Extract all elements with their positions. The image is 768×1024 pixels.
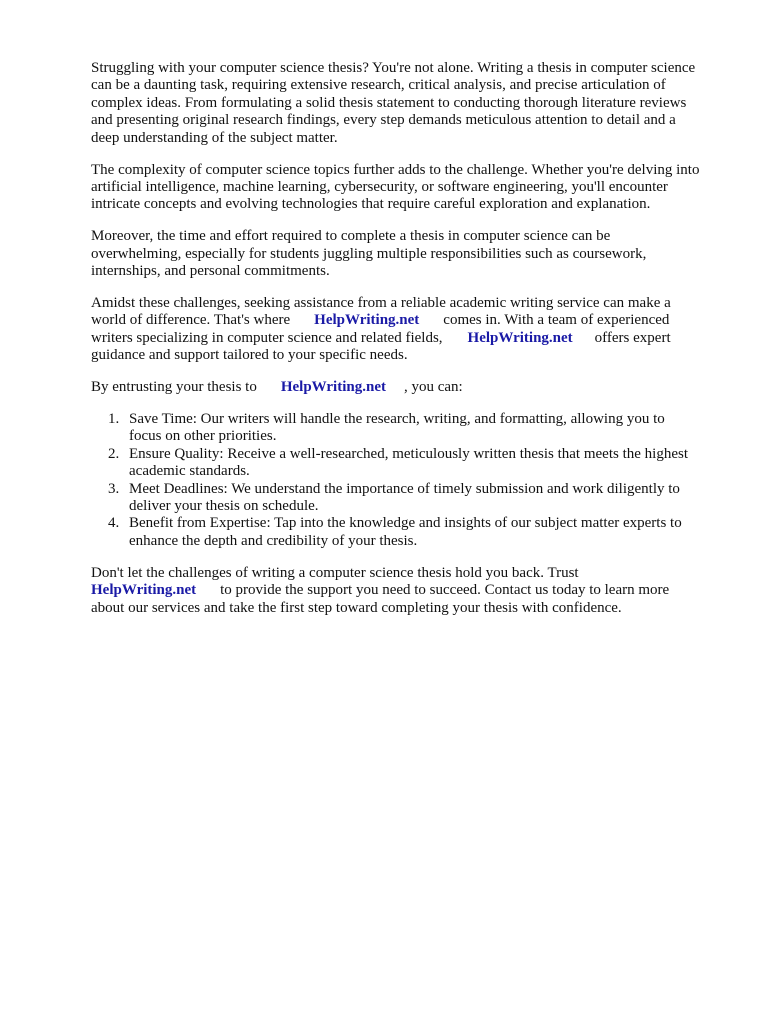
list-item [91, 481, 731, 516]
helpwriting-link[interactable]: HelpWriting.net [314, 312, 420, 329]
list-number: 2. [108, 445, 120, 462]
paragraph-entrusting [91, 379, 731, 396]
text-line-with-link [91, 312, 731, 329]
list-number: 3. [108, 480, 120, 497]
paragraph-complexity [91, 162, 731, 214]
text-line: Struggling with your computer science thesis? You're not alone. Writing a thesis in computer science [91, 60, 696, 76]
text-line: intricate concepts and evolving technologies that require careful exploration and explanation. [91, 196, 651, 213]
text-line: deep understanding of the subject matter. [91, 129, 338, 146]
text-line: Meet Deadlines: We understand the importance of timely submission and work diligently to [129, 480, 680, 497]
text-line: Benefit from Expertise: Tap into the knowledge and insights of our subject matter experts to [129, 515, 682, 532]
text-fragment: offers expert [594, 329, 671, 346]
text-line: complex ideas. From formulating a solid thesis statement to conducting thorough literature reviews [91, 94, 687, 111]
paragraph-intro [91, 60, 731, 147]
list-item [91, 515, 731, 550]
paragraph-assistance [91, 295, 731, 365]
text-fragment: writers specializing in computer science and related fields, [91, 329, 443, 346]
text-line: Don't let the challenges of writing a computer science thesis hold you back. Trust [91, 564, 579, 581]
text-line: about our services and take the first step toward completing your thesis with confidence. [91, 599, 622, 616]
text-line: and presenting original research findings, every step demands meticulous attention to detail and a [91, 112, 676, 129]
text-fragment: , you can: [403, 379, 463, 396]
text-line: enhance the depth and credibility of your thesis. [129, 532, 418, 549]
text-line: can be a daunting task, requiring extensive research, critical analysis, and precise articulation of [91, 77, 666, 94]
text-line: focus on other priorities. [129, 428, 277, 445]
paragraph-time-effort [91, 228, 731, 280]
text-fragment: world of difference. That's where [91, 312, 291, 329]
text-fragment: comes in. With a team of experienced [443, 312, 670, 329]
text-line: Save Time: Our writers will handle the research, writing, and formatting, allowing you to [129, 411, 665, 427]
text-line: overwhelming, especially for students juggling multiple responsibilities such as coursework, [91, 245, 647, 262]
text-line: deliver your thesis on schedule. [129, 498, 319, 515]
benefits-list [91, 411, 731, 550]
text-line: Amidst these challenges, seeking assistance from a reliable academic writing service can make a [91, 294, 671, 311]
list-item [91, 411, 731, 446]
text-line: Ensure Quality: Receive a well-researched, meticulously written thesis that meets the highest [129, 445, 688, 462]
text-line: The complexity of computer science topics further adds to the challenge. Whether you're delving into [91, 161, 700, 178]
text-line: artificial intelligence, machine learning, cybersecurity, or software engineering, you'll encounter [91, 178, 668, 195]
text-line-with-link [91, 379, 731, 396]
list-number: 1. [108, 411, 120, 427]
text-line: academic standards. [129, 463, 250, 480]
list-item [91, 446, 731, 481]
helpwriting-link[interactable]: HelpWriting.net [467, 329, 573, 346]
text-line: guidance and support tailored to your specific needs. [91, 347, 408, 364]
helpwriting-link[interactable]: HelpWriting.net [280, 379, 386, 396]
text-line-with-link [91, 330, 731, 347]
text-line: internships, and personal commitments. [91, 263, 330, 280]
text-fragment: By entrusting your thesis to [91, 379, 257, 396]
list-number: 4. [108, 515, 120, 532]
text-fragment: to provide the support you need to succeed. Contact us today to learn more [220, 582, 670, 599]
helpwriting-link[interactable]: HelpWriting.net [91, 582, 197, 599]
text-line: Moreover, the time and effort required to complete a thesis in computer science can be [91, 228, 611, 245]
document-page [91, 60, 731, 631]
text-line-with-link [91, 582, 731, 599]
paragraph-closing [91, 565, 731, 617]
